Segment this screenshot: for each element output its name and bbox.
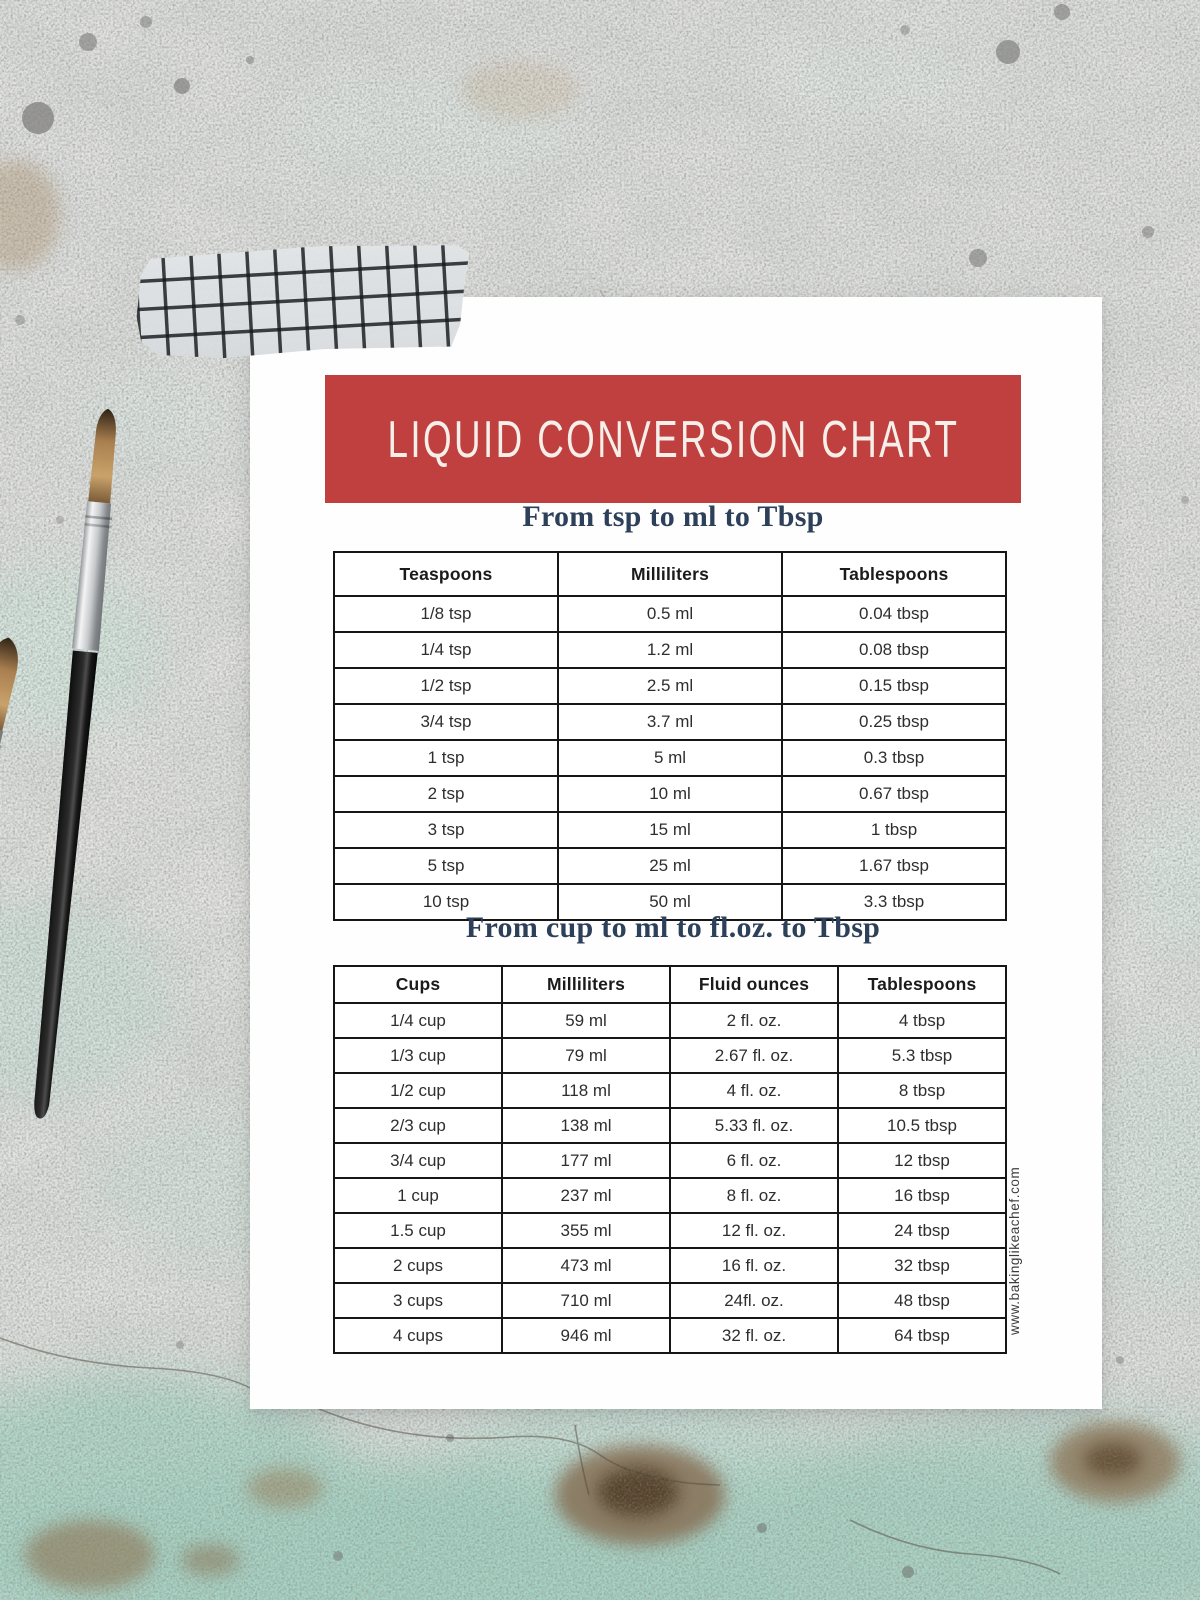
table-row [334,632,1006,668]
table-cell: 5 ml [558,740,782,776]
table-cell: 3.3 tbsp [782,884,1006,920]
table-cell: 10 tsp [334,884,558,920]
table-row [334,1003,1006,1038]
header-row [334,552,1006,596]
table-row [334,1283,1006,1318]
table-cell: 10.5 tbsp [838,1108,1006,1143]
table-cell: 10 ml [558,776,782,812]
column-header: Tablespoons [782,552,1006,596]
table-cell: 6 fl. oz. [670,1143,838,1178]
table-row [334,596,1006,632]
table-cell: 59 ml [502,1003,670,1038]
website-watermark: www.bakinglikeachef.com [1007,1166,1022,1335]
table-cell: 12 fl. oz. [670,1213,838,1248]
table-cell: 1/4 tsp [334,632,558,668]
table-row [334,812,1006,848]
table-cell: 2 tsp [334,776,558,812]
table-row [334,1073,1006,1108]
table-cell: 16 tbsp [838,1178,1006,1213]
table-cell: 0.3 tbsp [782,740,1006,776]
table-cell: 0.67 tbsp [782,776,1006,812]
table-cell: 24 tbsp [838,1213,1006,1248]
table-cell: 946 ml [502,1318,670,1353]
table-row [334,1213,1006,1248]
table-cell: 1/3 cup [334,1038,502,1073]
table-cell: 79 ml [502,1038,670,1073]
table-cell: 138 ml [502,1108,670,1143]
column-header: Cups [334,966,502,1003]
table-cell: 1/8 tsp [334,596,558,632]
table-cell: 4 fl. oz. [670,1073,838,1108]
table-row [334,740,1006,776]
table-cell: 118 ml [502,1073,670,1108]
table-cell: 1 tsp [334,740,558,776]
table-row [334,1143,1006,1178]
table2-body [334,1003,1006,1353]
column-header: Milliliters [502,966,670,1003]
table-cell: 4 cups [334,1318,502,1353]
table-row [334,848,1006,884]
table-cell: 5 tsp [334,848,558,884]
table-cell: 5.3 tbsp [838,1038,1006,1073]
section2-subtitle: From cup to ml to fl.oz. to Tbsp [465,911,881,944]
section1-subtitle: From tsp to ml to Tbsp [522,500,824,533]
table-row [334,1248,1006,1283]
column-header: Milliliters [558,552,782,596]
table-cell: 1/2 cup [334,1073,502,1108]
header-row [334,966,1006,1003]
page-title: LIQUID CONVERSION CHART [387,409,959,469]
table-row [334,1178,1006,1213]
table-cell: 2/3 cup [334,1108,502,1143]
title-banner [325,375,1021,503]
table-cell: 32 tbsp [838,1248,1006,1283]
table1-body [334,596,1006,920]
table-cell: 3/4 tsp [334,704,558,740]
table-cell: 0.04 tbsp [782,596,1006,632]
table-row [334,668,1006,704]
table-cell: 1.67 tbsp [782,848,1006,884]
table-cell: 0.15 tbsp [782,668,1006,704]
table-cell: 50 ml [558,884,782,920]
table-cell: 3.7 ml [558,704,782,740]
table-cell: 16 fl. oz. [670,1248,838,1283]
table-cell: 1 tbsp [782,812,1006,848]
table-row [334,776,1006,812]
table-row [334,704,1006,740]
table-row [334,1318,1006,1353]
table-cell: 15 ml [558,812,782,848]
table-cell: 1 cup [334,1178,502,1213]
table-cell: 0.5 ml [558,596,782,632]
table-cell: 2 cups [334,1248,502,1283]
table-cell: 237 ml [502,1178,670,1213]
column-header: Teaspoons [334,552,558,596]
table2-header [334,966,1006,1003]
tsp-conversion-table [333,551,1007,921]
table-cell: 8 fl. oz. [670,1178,838,1213]
table-cell: 0.08 tbsp [782,632,1006,668]
table-cell: 4 tbsp [838,1003,1006,1038]
table-cell: 1/2 tsp [334,668,558,704]
table-cell: 2.5 ml [558,668,782,704]
cup-conversion-table [333,965,1007,1354]
table-cell: 12 tbsp [838,1143,1006,1178]
table-cell: 24fl. oz. [670,1283,838,1318]
table-row [334,1108,1006,1143]
table-cell: 3 tsp [334,812,558,848]
table-cell: 3 cups [334,1283,502,1318]
table-row [334,1038,1006,1073]
conversion-chart-page [250,297,1102,1409]
table-cell: 1/4 cup [334,1003,502,1038]
table1-header [334,552,1006,596]
table-cell: 3/4 cup [334,1143,502,1178]
table-cell: 0.25 tbsp [782,704,1006,740]
table-cell: 5.33 fl. oz. [670,1108,838,1143]
table-cell: 710 ml [502,1283,670,1318]
table-cell: 355 ml [502,1213,670,1248]
table-cell: 25 ml [558,848,782,884]
table-cell: 177 ml [502,1143,670,1178]
table-cell: 2.67 fl. oz. [670,1038,838,1073]
table-cell: 32 fl. oz. [670,1318,838,1353]
table-cell: 48 tbsp [838,1283,1006,1318]
table-cell: 1.5 cup [334,1213,502,1248]
column-header: Tablespoons [838,966,1006,1003]
table-cell: 1.2 ml [558,632,782,668]
column-header: Fluid ounces [670,966,838,1003]
table-cell: 64 tbsp [838,1318,1006,1353]
table-cell: 8 tbsp [838,1073,1006,1108]
table-cell: 473 ml [502,1248,670,1283]
table-cell: 2 fl. oz. [670,1003,838,1038]
